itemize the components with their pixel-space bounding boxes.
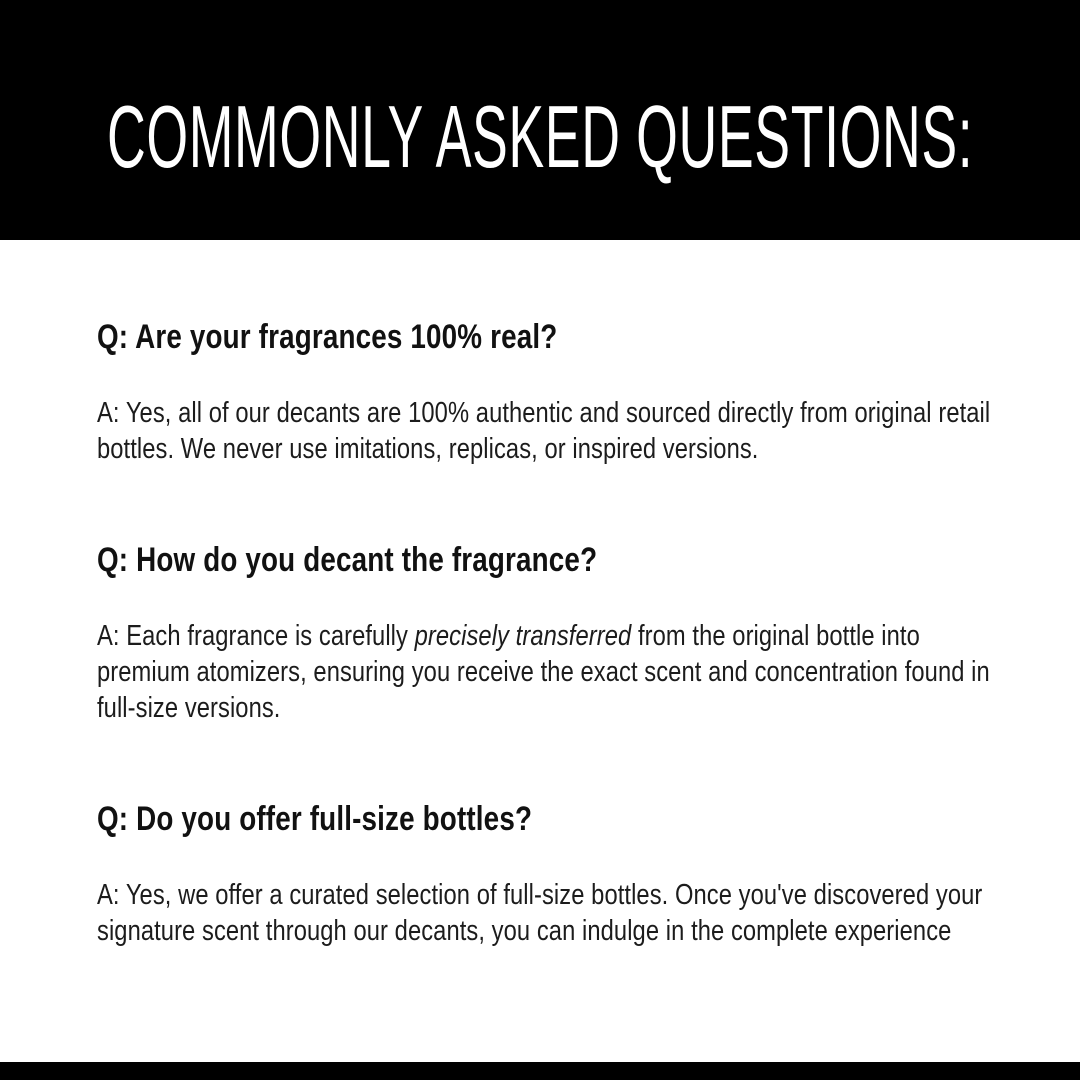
faq-question-3: Q: Do you offer full-size bottles? [97, 800, 533, 838]
faq-item-3 [97, 797, 1007, 949]
faq-item-1 [97, 315, 1007, 467]
page-title: COMMONLY ASKED QUESTIONS: [106, 87, 974, 186]
faq-question-1: Q: Are your fragrances 100% real? [97, 318, 558, 356]
faq-answer-2-prefix: A: Each fragrance is carefully [97, 620, 415, 652]
header-band [0, 0, 1080, 240]
faq-answer-3: A: Yes, we offer a curated selection of full-size bottles. Once you've discovered your signature scent through our decants, you can indulge in the complete experience [97, 879, 983, 947]
faq-answer-2-suffix: from the original bottle into premium atomizers, ensuring you receive the exact scent and concentration found in full-size versions. [97, 620, 990, 724]
faq-content [97, 240, 1007, 949]
faq-answer-1: A: Yes, all of our decants are 100% authentic and sourced directly from original retail bottles. We never use imitations, replicas, or inspired versions. [97, 397, 991, 465]
faq-answer-2 [97, 618, 1007, 726]
faq-item-2 [97, 538, 1007, 726]
faq-answer-2-italic: precisely transferred [414, 620, 632, 652]
footer-band [0, 1062, 1080, 1080]
faq-question-2: Q: How do you decant the fragrance? [97, 541, 598, 579]
